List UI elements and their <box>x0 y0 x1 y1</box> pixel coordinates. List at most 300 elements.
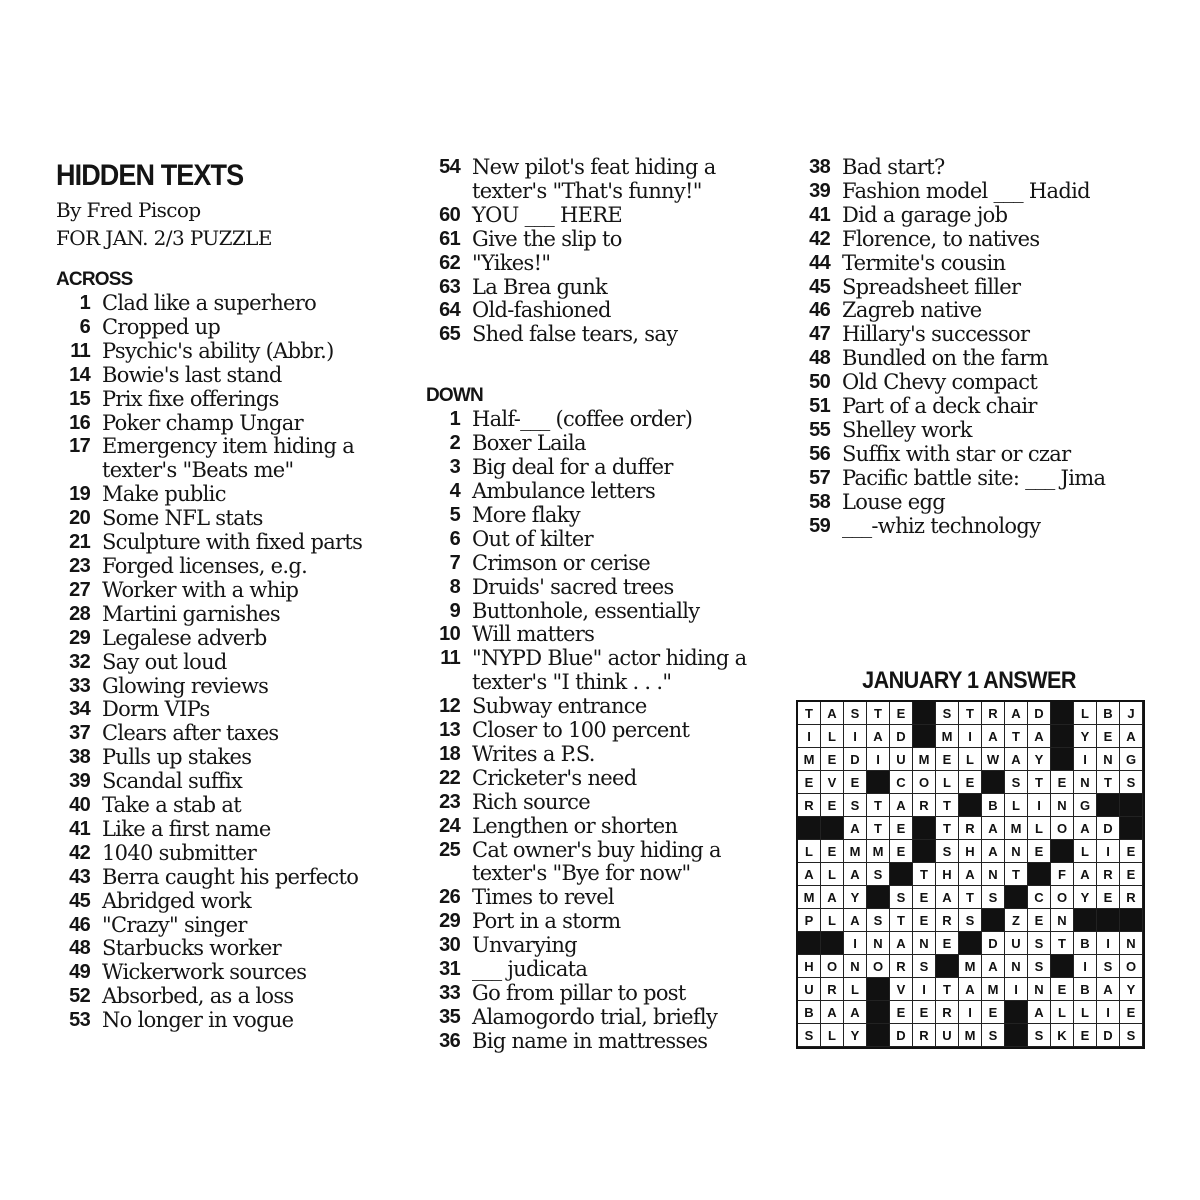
clue-text: No longer in vogue <box>102 1008 294 1033</box>
answer-cell: A <box>982 817 1005 840</box>
clue-number: 60 <box>439 203 460 226</box>
black-square <box>821 817 844 840</box>
answer-cell: N <box>867 932 890 955</box>
clue-number: 62 <box>439 251 460 274</box>
clue-number: 42 <box>69 841 90 864</box>
clue-text: Poker champ Ungar <box>102 410 303 435</box>
clue-text: Louse egg <box>842 489 946 514</box>
clue-text: Druids' sacred trees <box>472 574 674 599</box>
clue-text: Spreadsheet filler <box>842 274 1021 299</box>
answer-cell: Y <box>1028 748 1051 771</box>
across-clue <box>56 579 406 603</box>
answer-cell: F <box>1051 863 1074 886</box>
clue-number: 5 <box>449 503 460 526</box>
clue-number: 10 <box>439 623 460 646</box>
puzzle-title: HIDDEN TEXTS <box>56 159 244 192</box>
clue-number: 52 <box>69 985 90 1008</box>
answer-cell: S <box>913 955 936 978</box>
black-square <box>1005 1001 1028 1024</box>
down-clue <box>426 767 786 791</box>
across-clue <box>56 961 406 985</box>
answer-cell: E <box>1074 1024 1097 1047</box>
clue-number: 46 <box>809 299 830 322</box>
answer-cell: U <box>1005 932 1028 955</box>
down-clue <box>796 180 1156 204</box>
clue-number: 6 <box>449 527 460 550</box>
answer-cell: A <box>1005 702 1028 725</box>
clue-number: 44 <box>809 251 830 274</box>
clue-text: Bowie's last stand <box>102 362 282 387</box>
answer-cell: A <box>844 1001 867 1024</box>
clue-number: 41 <box>69 817 90 840</box>
clue-text: "Yikes!" <box>472 250 551 275</box>
answer-cell: N <box>1120 932 1143 955</box>
answer-cell: L <box>798 840 821 863</box>
answer-cell: L <box>1051 1001 1074 1024</box>
across-clue <box>56 435 406 483</box>
down-clue <box>426 408 786 432</box>
clue-text: Dorm VIPs <box>102 697 210 722</box>
clue-number: 1 <box>79 292 90 314</box>
answer-cell: A <box>1005 748 1028 771</box>
answer-cell: N <box>1028 978 1051 1001</box>
down-clue <box>426 791 786 815</box>
answer-cell: T <box>913 863 936 886</box>
down-clue <box>426 886 786 910</box>
down-clue <box>426 815 786 839</box>
across-clue <box>56 364 406 388</box>
across-clue <box>56 340 406 364</box>
answer-cell: E <box>1097 886 1120 909</box>
answer-cell: A <box>936 886 959 909</box>
answer-cell: S <box>1120 1024 1143 1047</box>
clue-text: Unvarying <box>472 933 577 958</box>
clue-text: Glowing reviews <box>102 673 269 698</box>
clue-text: Clad like a superhero <box>102 291 317 315</box>
answer-cell: L <box>959 748 982 771</box>
clue-number: 48 <box>69 937 90 960</box>
clue-number: 34 <box>69 698 90 721</box>
black-square <box>1120 794 1143 817</box>
answer-cell: R <box>1120 886 1143 909</box>
answer-cell: E <box>936 932 959 955</box>
clue-number: 38 <box>809 156 830 178</box>
clue-number: 29 <box>439 910 460 933</box>
answer-cell: W <box>982 748 1005 771</box>
clue-text: Out of kilter <box>472 526 593 551</box>
clue-text: Pulls up stakes <box>102 745 252 770</box>
black-square <box>1005 886 1028 909</box>
clue-text: Cat owner's buy hiding a texter's "Bye for now" <box>472 837 721 886</box>
answer-cell: U <box>798 978 821 1001</box>
black-square <box>1005 1024 1028 1047</box>
clue-text: Part of a deck chair <box>842 394 1037 419</box>
clue-number: 57 <box>809 466 830 489</box>
clue-number: 3 <box>449 456 460 479</box>
answer-cell: R <box>913 1024 936 1047</box>
answer-cell: O <box>1051 817 1074 840</box>
answer-cell: M <box>844 840 867 863</box>
across-clue <box>56 842 406 866</box>
down-clue <box>796 443 1156 467</box>
answer-cell: R <box>1097 863 1120 886</box>
down-clue <box>796 347 1156 371</box>
answer-cell: O <box>821 955 844 978</box>
clue-text: Alamogordo trial, briefly <box>472 1004 718 1029</box>
down-clue <box>426 600 786 624</box>
answer-cell: E <box>821 840 844 863</box>
down-clue <box>426 528 786 552</box>
down-clue <box>796 252 1156 276</box>
clue-number: 17 <box>69 435 90 458</box>
clue-text: Sculpture with fixed parts <box>102 530 363 555</box>
black-square <box>959 932 982 955</box>
across-clue <box>56 316 406 340</box>
down-clue <box>796 276 1156 300</box>
clue-number: 49 <box>69 961 90 984</box>
across-clue <box>56 818 406 842</box>
across-clue <box>56 914 406 938</box>
answer-cell: A <box>844 909 867 932</box>
clue-number: 7 <box>449 551 460 574</box>
across-clue <box>426 204 786 228</box>
clue-text: Suffix with star or czar <box>842 441 1071 466</box>
down-clue <box>796 467 1156 491</box>
black-square <box>936 955 959 978</box>
answer-cell: A <box>1074 817 1097 840</box>
clue-text: Big name in mattresses <box>472 1028 708 1053</box>
answer-cell: M <box>798 886 821 909</box>
answer-cell: A <box>821 702 844 725</box>
clue-number: 16 <box>69 411 90 434</box>
answer-cell: R <box>936 909 959 932</box>
clue-number: 51 <box>809 395 830 418</box>
answer-cell: Y <box>844 886 867 909</box>
black-square <box>1074 909 1097 932</box>
across-clue <box>56 292 406 316</box>
clue-number: 35 <box>439 1005 460 1028</box>
answer-cell: Y <box>1074 886 1097 909</box>
answer-cell: S <box>982 886 1005 909</box>
across-clue <box>426 252 786 276</box>
answer-cell: T <box>1005 863 1028 886</box>
answer-cell: T <box>1097 771 1120 794</box>
clue-number: 58 <box>809 490 830 513</box>
clue-text: Buttonhole, essentially <box>472 598 700 623</box>
answer-cell: D <box>1097 817 1120 840</box>
column-3 <box>796 156 1156 539</box>
answer-cell: Z <box>1005 909 1028 932</box>
clue-number: 18 <box>439 742 460 765</box>
answer-cell: I <box>1074 955 1097 978</box>
answer-cell: L <box>1005 794 1028 817</box>
clue-text: Boxer Laila <box>472 431 586 456</box>
answer-cell: S <box>1097 955 1120 978</box>
across-clue <box>56 985 406 1009</box>
answer-cell: A <box>798 863 821 886</box>
clue-text: Absorbed, as a loss <box>102 984 294 1009</box>
black-square <box>1097 794 1120 817</box>
black-square <box>867 886 890 909</box>
clue-number: 43 <box>69 865 90 888</box>
down-clue <box>796 299 1156 323</box>
column-1 <box>56 156 406 1033</box>
clue-text: Take a stab at <box>102 793 241 818</box>
answer-cell: E <box>1120 863 1143 886</box>
clue-number: 32 <box>69 650 90 673</box>
across-clue <box>56 603 406 627</box>
clue-text: Prix fixe offerings <box>102 386 279 411</box>
clue-number: 19 <box>69 483 90 506</box>
answer-cell: E <box>1028 909 1051 932</box>
answer-cell: M <box>867 840 890 863</box>
clue-text: Subway entrance <box>472 694 647 719</box>
answer-cell: L <box>821 909 844 932</box>
answer-cell: N <box>1097 748 1120 771</box>
answer-cell: U <box>890 748 913 771</box>
across-clue <box>56 507 406 531</box>
clue-number: 20 <box>69 507 90 530</box>
answer-cell: H <box>936 863 959 886</box>
clue-number: 31 <box>439 958 460 981</box>
clue-number: 11 <box>70 339 90 362</box>
clue-text: Shelley work <box>842 417 972 442</box>
down-clue <box>426 719 786 743</box>
down-clue <box>426 743 786 767</box>
down-clue <box>426 958 786 982</box>
answer-cell: T <box>1028 771 1051 794</box>
answer-panel <box>796 666 1142 1049</box>
across-clue <box>56 937 406 961</box>
answer-grid <box>796 700 1145 1049</box>
across-clue <box>56 627 406 651</box>
answer-cell: T <box>798 702 821 725</box>
byline: By Fred Piscop <box>56 198 201 222</box>
clue-text: Port in a storm <box>472 909 621 934</box>
across-clue <box>426 156 786 204</box>
answer-cell: E <box>982 1001 1005 1024</box>
clue-number: 45 <box>809 275 830 298</box>
clue-number: 59 <box>809 514 830 537</box>
answer-cell: Y <box>1120 978 1143 1001</box>
answer-cell: E <box>1051 978 1074 1001</box>
clue-text: Berra caught his perfecto <box>102 864 359 889</box>
clue-text: Legalese adverb <box>102 625 267 650</box>
down-clue <box>796 515 1156 539</box>
answer-cell: R <box>936 1001 959 1024</box>
black-square <box>913 725 936 748</box>
answer-cell: L <box>1074 702 1097 725</box>
answer-cell: A <box>1028 1001 1051 1024</box>
clue-text: Psychic's ability (Abbr.) <box>102 338 334 363</box>
answer-cell: M <box>913 748 936 771</box>
answer-cell: N <box>1005 955 1028 978</box>
answer-cell: O <box>913 771 936 794</box>
answer-cell: A <box>1028 725 1051 748</box>
answer-cell: L <box>1028 817 1051 840</box>
clue-number: 33 <box>69 674 90 697</box>
clue-text: Say out loud <box>102 649 227 674</box>
black-square <box>1120 909 1143 932</box>
down-clue <box>796 371 1156 395</box>
clue-text: Martini garnishes <box>102 601 280 626</box>
answer-cell: R <box>913 794 936 817</box>
clue-text: Forged licenses, e.g. <box>102 553 308 578</box>
answer-cell: A <box>982 840 1005 863</box>
clue-number: 54 <box>439 156 460 178</box>
answer-cell: T <box>936 817 959 840</box>
answer-cell: C <box>890 771 913 794</box>
clue-text: "Crazy" singer <box>102 912 247 937</box>
answer-cell: A <box>890 794 913 817</box>
clue-number: 9 <box>449 599 460 622</box>
answer-cell: R <box>798 794 821 817</box>
answer-cell: N <box>1051 909 1074 932</box>
clue-text: Closer to 100 percent <box>472 718 690 743</box>
answer-cell: K <box>1051 1024 1074 1047</box>
answer-cell: Y <box>1074 725 1097 748</box>
clue-text: Shed false tears, say <box>472 322 678 347</box>
clue-text: More flaky <box>472 502 580 527</box>
clue-text: La Brea gunk <box>472 274 608 299</box>
across-clue <box>56 746 406 770</box>
clue-text: Old Chevy compact <box>842 370 1038 395</box>
across-clue-list-continued <box>426 156 786 347</box>
black-square <box>982 909 1005 932</box>
clue-text: Fashion model ___ Hadid <box>842 178 1090 203</box>
answer-cell: R <box>959 817 982 840</box>
down-clue <box>796 491 1156 515</box>
answer-cell: N <box>1074 771 1097 794</box>
down-clue <box>426 576 786 600</box>
answer-cell: B <box>982 794 1005 817</box>
answer-cell: I <box>913 978 936 1001</box>
clue-number: 22 <box>439 766 460 789</box>
answer-cell: A <box>982 955 1005 978</box>
answer-cell: E <box>890 1001 913 1024</box>
clue-text: Emergency item hiding a texter's "Beats me" <box>102 434 355 483</box>
clue-text: "NYPD Blue" actor hiding a texter's "I think . . ." <box>472 646 747 695</box>
answer-cell: A <box>821 886 844 909</box>
clue-text: 1040 submitter <box>102 840 257 865</box>
answer-cell: N <box>913 932 936 955</box>
answer-cell: A <box>959 978 982 1001</box>
answer-cell: I <box>1074 748 1097 771</box>
black-square <box>1051 955 1074 978</box>
black-square <box>798 817 821 840</box>
clue-text: ___-whiz technology <box>842 513 1041 538</box>
clue-number: 45 <box>69 889 90 912</box>
clue-number: 29 <box>69 626 90 649</box>
down-clue-list-continued <box>796 156 1156 539</box>
answer-cell: D <box>982 932 1005 955</box>
answer-cell: E <box>913 909 936 932</box>
answer-cell: S <box>890 886 913 909</box>
black-square <box>982 771 1005 794</box>
clue-number: 39 <box>809 179 830 202</box>
clue-text: Go from pillar to post <box>472 981 686 1005</box>
black-square <box>798 932 821 955</box>
clue-number: 21 <box>69 531 90 554</box>
answer-cell: M <box>959 1024 982 1047</box>
clue-number: 48 <box>809 347 830 370</box>
clue-text: Half-___ (coffee order) <box>472 407 693 432</box>
clue-text: Termite's cousin <box>842 250 1006 275</box>
clue-text: Cropped up <box>102 314 221 339</box>
answer-cell: S <box>982 1024 1005 1047</box>
down-clue <box>426 432 786 456</box>
answer-cell: Y <box>844 1024 867 1047</box>
answer-cell: G <box>1074 794 1097 817</box>
column-2 <box>426 156 786 1054</box>
answer-cell: E <box>798 771 821 794</box>
answer-cell: R <box>890 955 913 978</box>
answer-cell: E <box>821 748 844 771</box>
answer-cell: S <box>844 702 867 725</box>
answer-cell: S <box>959 909 982 932</box>
answer-cell: O <box>1120 955 1143 978</box>
answer-cell: E <box>936 748 959 771</box>
clue-text: Zagreb native <box>842 298 982 323</box>
answer-cell: L <box>1074 1001 1097 1024</box>
down-clue <box>426 695 786 719</box>
clue-number: 65 <box>439 323 460 346</box>
answer-cell: I <box>959 725 982 748</box>
across-clue-list <box>56 292 406 1033</box>
clue-number: 50 <box>809 371 830 394</box>
answer-cell: E <box>1120 1001 1143 1024</box>
clue-text: Clears after taxes <box>102 721 279 746</box>
answer-cell: T <box>936 794 959 817</box>
black-square <box>867 978 890 1001</box>
answer-cell: H <box>798 955 821 978</box>
clue-number: 56 <box>809 442 830 465</box>
clue-number: 47 <box>809 323 830 346</box>
answer-cell: E <box>844 771 867 794</box>
answer-cell: E <box>1051 771 1074 794</box>
black-square <box>1051 725 1074 748</box>
answer-cell: L <box>844 978 867 1001</box>
answer-cell: I <box>1097 840 1120 863</box>
answer-cell: T <box>959 886 982 909</box>
across-clue <box>56 770 406 794</box>
across-clue <box>56 531 406 555</box>
across-clue <box>56 651 406 675</box>
answer-cell: S <box>867 863 890 886</box>
answer-cell: N <box>1005 840 1028 863</box>
down-clue <box>426 623 786 647</box>
clue-text: Writes a P.S. <box>472 741 595 766</box>
clue-number: 2 <box>449 432 460 455</box>
answer-cell: T <box>1005 725 1028 748</box>
across-clue <box>56 388 406 412</box>
answer-cell: A <box>821 1001 844 1024</box>
clue-text: Hillary's successor <box>842 322 1030 347</box>
black-square <box>1120 817 1143 840</box>
black-square <box>913 702 936 725</box>
answer-cell: S <box>1028 955 1051 978</box>
clue-number: 13 <box>439 719 460 742</box>
answer-cell: D <box>890 1024 913 1047</box>
answer-cell: L <box>821 725 844 748</box>
answer-cell: N <box>844 955 867 978</box>
answer-cell: E <box>821 794 844 817</box>
down-clue <box>796 395 1156 419</box>
clue-number: 37 <box>69 722 90 745</box>
clue-number: 6 <box>79 315 90 338</box>
down-clue <box>426 910 786 934</box>
clue-text: Bundled on the farm <box>842 346 1049 371</box>
